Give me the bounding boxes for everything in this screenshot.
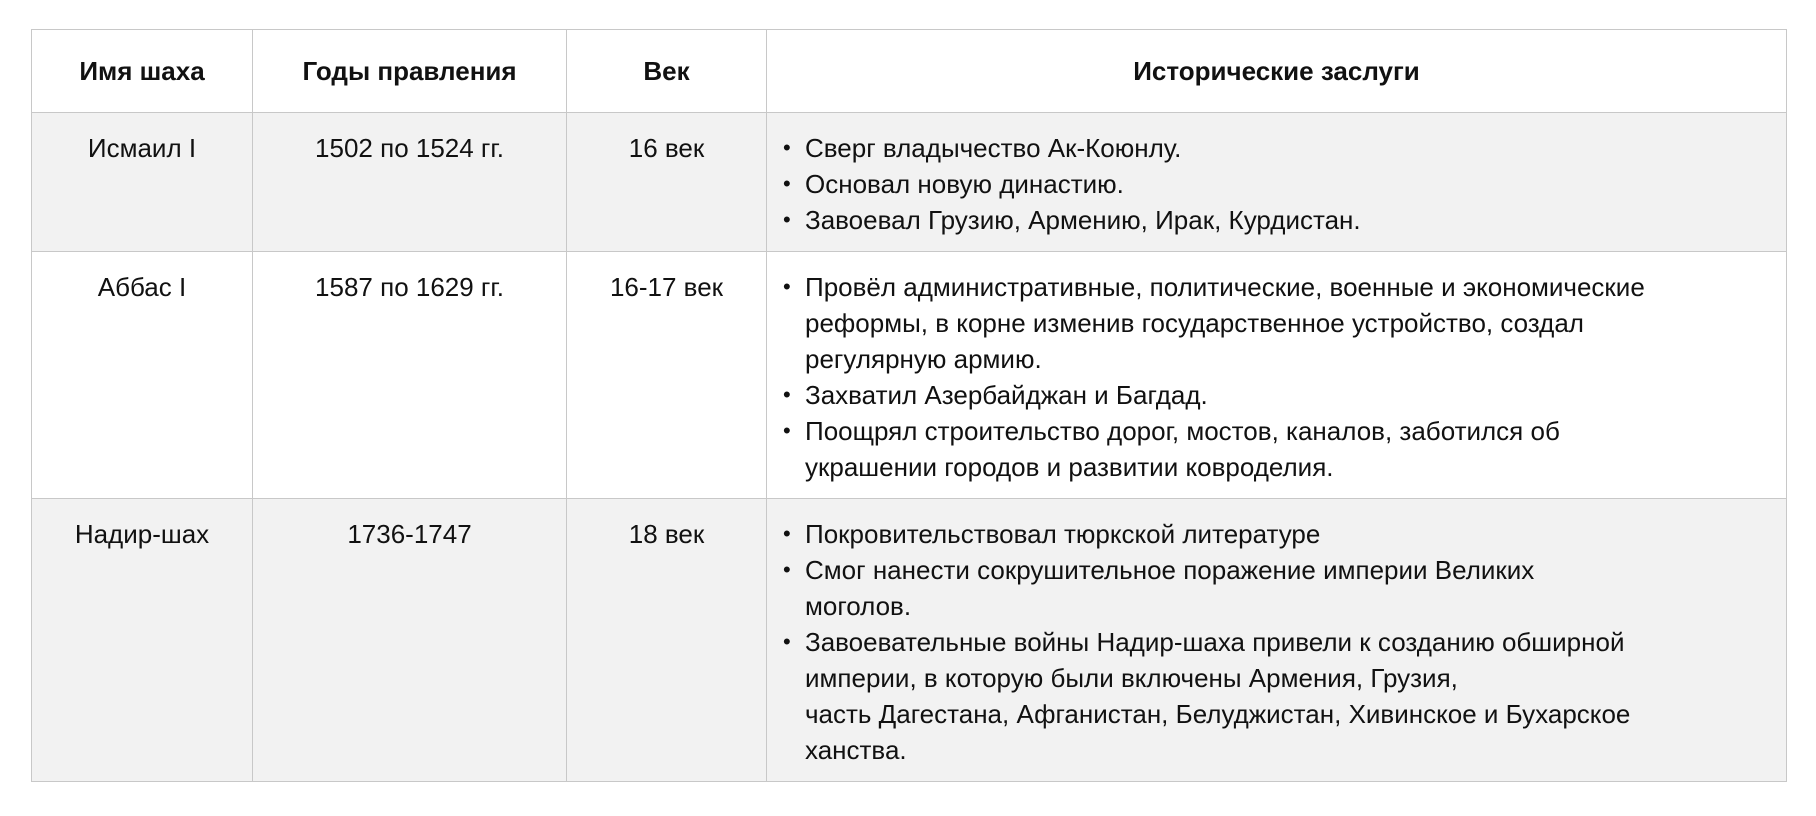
cell-reign-years: 1587 по 1629 гг. bbox=[253, 252, 567, 499]
header-historical-merits: Исторические заслуги bbox=[767, 30, 1787, 113]
cell-shah-name: Надир-шах bbox=[32, 499, 253, 782]
merit-item bbox=[781, 413, 1768, 485]
header-row bbox=[32, 30, 1787, 113]
merit-list bbox=[781, 269, 1768, 485]
header-shah-name: Имя шаха bbox=[32, 30, 253, 113]
merit-line: • Провёл административные, политические, военные и экономические bbox=[805, 272, 1645, 302]
cell-century: 18 век bbox=[567, 499, 767, 782]
cell-reign-years: 1502 по 1524 гг. bbox=[253, 113, 567, 252]
merit-line: • Захватил Азербайджан и Багдад. bbox=[805, 380, 1208, 410]
cell-shah-name: Исмаил I bbox=[32, 113, 253, 252]
merit-line: моголов. bbox=[805, 591, 912, 621]
merit-line: реформы, в корне изменив государственное устройство, создал bbox=[805, 308, 1584, 338]
merit-line: • Сверг владычество Ак-Коюнлу. bbox=[805, 133, 1182, 163]
merit-line: империи, в которую были включены Армения, Грузия, bbox=[805, 663, 1458, 693]
cell-shah-name: Аббас I bbox=[32, 252, 253, 499]
merit-item bbox=[781, 269, 1768, 377]
header-century: Век bbox=[567, 30, 767, 113]
merit-line: • Основал новую династию. bbox=[805, 169, 1124, 199]
merit-list bbox=[781, 130, 1768, 238]
merit-line: ханства. bbox=[805, 735, 907, 765]
merit-list bbox=[781, 516, 1768, 768]
cell-historical-merits bbox=[767, 113, 1787, 252]
merit-line: • Поощрял строительство дорог, мостов, каналов, заботился об bbox=[805, 416, 1560, 446]
merit-item bbox=[781, 166, 1768, 202]
header-reign-years: Годы правления bbox=[253, 30, 567, 113]
merit-item bbox=[781, 377, 1768, 413]
table-row bbox=[32, 252, 1787, 499]
merit-line: • Завоевал Грузию, Армению, Ирак, Курдистан. bbox=[805, 205, 1361, 235]
merit-item bbox=[781, 552, 1768, 624]
table-row bbox=[32, 113, 1787, 252]
merit-item bbox=[781, 130, 1768, 166]
merit-item bbox=[781, 202, 1768, 238]
cell-historical-merits bbox=[767, 499, 1787, 782]
merit-item bbox=[781, 516, 1768, 552]
shahs-table bbox=[31, 29, 1787, 782]
merit-line: часть Дагестана, Афганистан, Белуджистан, Хивинское и Бухарское bbox=[805, 699, 1631, 729]
merit-line: • Покровительствовал тюркской литературе bbox=[805, 519, 1321, 549]
cell-historical-merits bbox=[767, 252, 1787, 499]
cell-reign-years: 1736-1747 bbox=[253, 499, 567, 782]
cell-century: 16 век bbox=[567, 113, 767, 252]
merit-line: украшении городов и развитии ковроделия. bbox=[805, 452, 1334, 482]
table-row bbox=[32, 499, 1787, 782]
merit-line: • Завоевательные войны Надир-шаха привели к созданию обширной bbox=[805, 627, 1625, 657]
merit-line: • Смог нанести сокрушительное поражение империи Великих bbox=[805, 555, 1535, 585]
cell-century: 16-17 век bbox=[567, 252, 767, 499]
merit-line: регулярную армию. bbox=[805, 344, 1042, 374]
merit-item bbox=[781, 624, 1768, 768]
